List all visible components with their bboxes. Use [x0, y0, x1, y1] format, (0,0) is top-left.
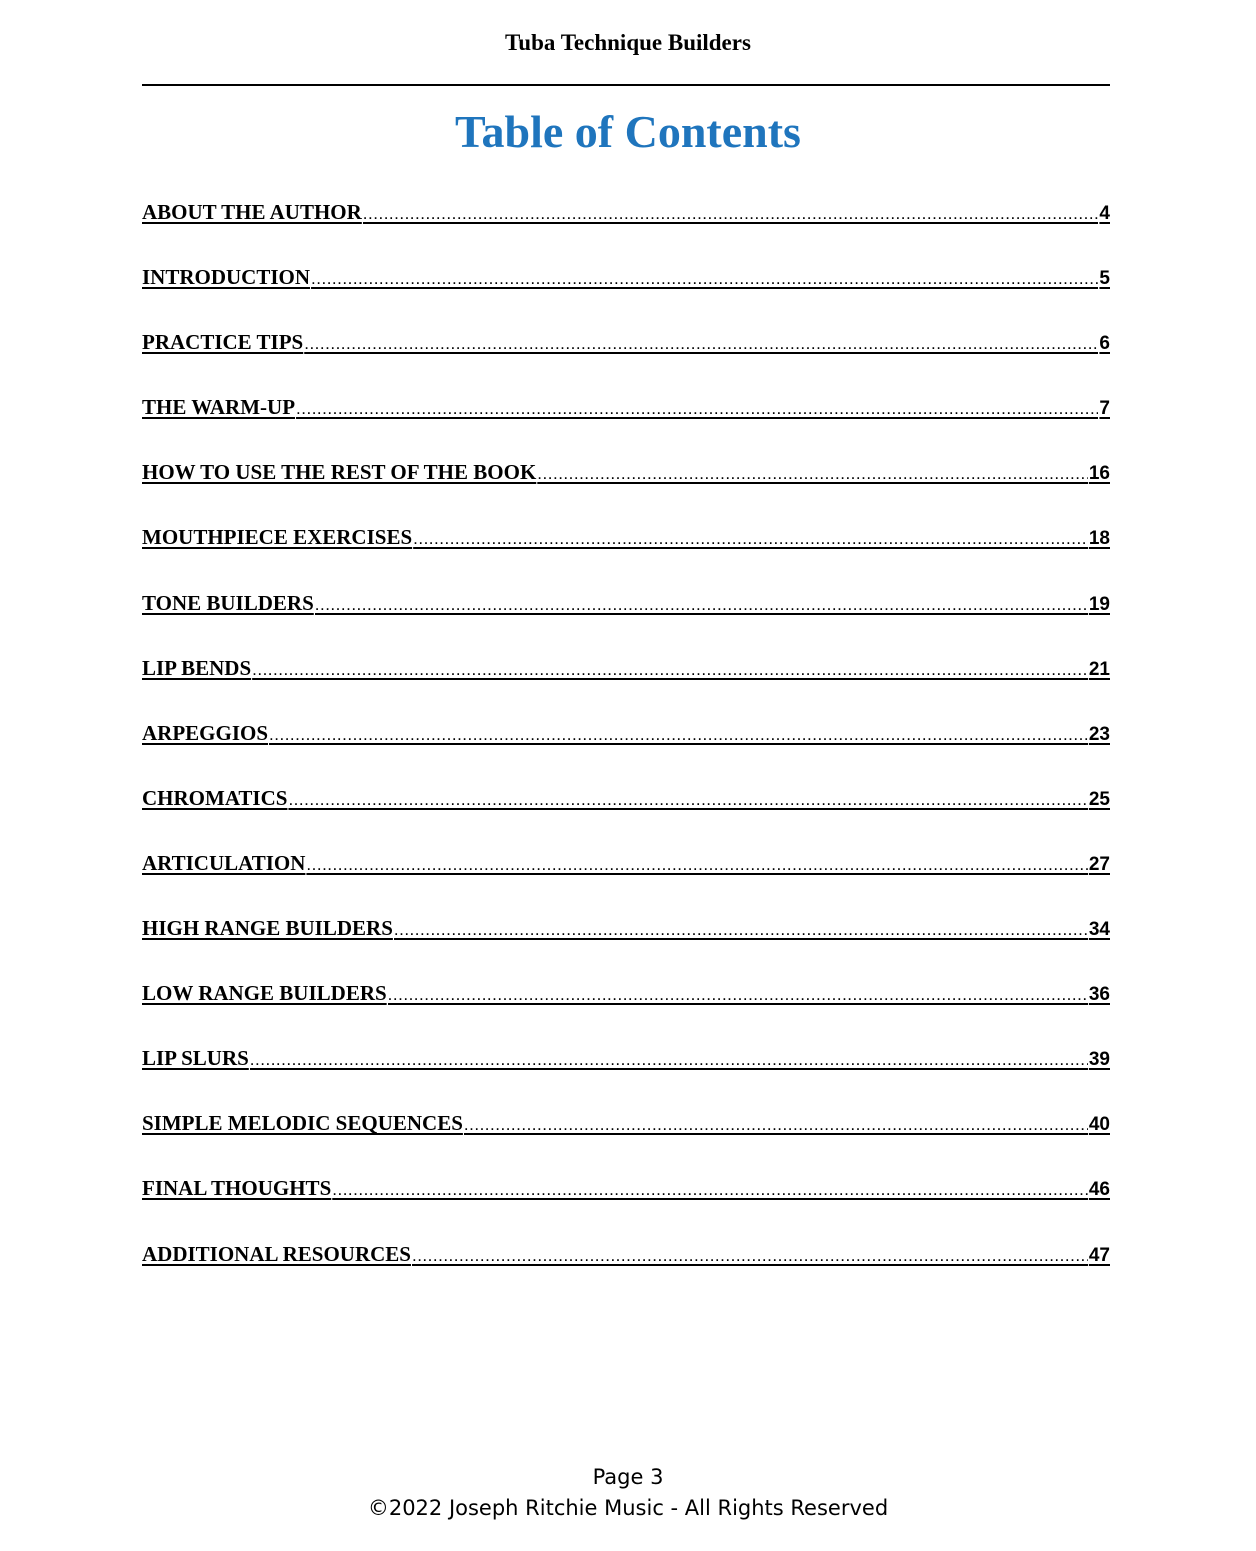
toc-dot-leader	[363, 204, 1099, 224]
toc-entry	[142, 1111, 1110, 1176]
toc-entry-page: 25	[1088, 788, 1110, 810]
toc-entry-page: 5	[1099, 268, 1110, 290]
toc-entry	[142, 786, 1110, 851]
toc-entry-label: SIMPLE MELODIC SEQUENCES	[142, 1111, 463, 1136]
toc-entry-page: 39	[1088, 1049, 1110, 1071]
toc-entry-label: MOUTHPIECE EXERCISES	[142, 525, 413, 550]
toc-entry-label: THE WARM-UP	[142, 395, 296, 420]
toc-entry-label: ARPEGGIOS	[142, 720, 269, 745]
toc-entry	[142, 1242, 1110, 1307]
toc-entry	[142, 656, 1110, 721]
toc-entry	[142, 1176, 1110, 1241]
toc-entry-label: ADDITIONAL RESOURCES	[142, 1241, 411, 1266]
toc-entry	[142, 851, 1110, 916]
toc-entry-page: 16	[1088, 463, 1110, 485]
toc-entry	[142, 200, 1110, 265]
toc-entry-label: HIGH RANGE BUILDERS	[142, 916, 393, 941]
toc-entry-page: 7	[1099, 398, 1110, 420]
toc-entry-page: 27	[1088, 853, 1110, 875]
header-divider	[142, 84, 1110, 86]
toc-entry-page: 36	[1088, 984, 1110, 1006]
toc-entry-page: 4	[1099, 203, 1110, 224]
toc-entry	[142, 525, 1110, 590]
toc-entry	[142, 916, 1110, 981]
toc-entry-link[interactable]	[142, 981, 1110, 1006]
toc-entry-page: 46	[1088, 1179, 1110, 1201]
toc-entry-link[interactable]	[142, 721, 1110, 746]
toc-entry-link[interactable]	[142, 851, 1110, 876]
toc-entry-label: TONE BUILDERS	[142, 590, 314, 615]
toc-entry-label: LIP SLURS	[142, 1046, 249, 1071]
toc-entry-link[interactable]	[142, 1046, 1110, 1071]
toc-entry-page: 47	[1088, 1244, 1110, 1266]
toc-entry-link[interactable]	[142, 200, 1110, 225]
toc-entry-link[interactable]	[142, 916, 1110, 941]
toc-entry-page: 34	[1088, 919, 1110, 941]
toc-dot-leader	[252, 660, 1088, 680]
toc-entry	[142, 330, 1110, 395]
toc-dot-leader	[306, 855, 1087, 875]
toc-entry-label: FINAL THOUGHTS	[142, 1176, 332, 1201]
toc-entry-link[interactable]	[142, 460, 1110, 485]
toc-entry-link[interactable]	[142, 330, 1110, 355]
toc-dot-leader	[332, 1180, 1088, 1200]
page-number: Page 3	[592, 1465, 664, 1489]
toc-entry-label: LOW RANGE BUILDERS	[142, 981, 387, 1006]
toc-entry	[142, 460, 1110, 525]
toc-dot-leader	[537, 464, 1088, 484]
copyright-notice: ©2022 Joseph Ritchie Music - All Rights Reserved	[367, 1496, 889, 1520]
toc-entry-label: INTRODUCTION	[142, 265, 311, 290]
toc-dot-leader	[288, 790, 1087, 810]
toc-entry	[142, 721, 1110, 786]
page-footer	[0, 1462, 1256, 1524]
toc-entry-link[interactable]	[142, 1242, 1110, 1267]
toc-entry	[142, 265, 1110, 330]
toc-dot-leader	[296, 399, 1098, 419]
toc-dot-leader	[413, 529, 1088, 549]
toc-dot-leader	[464, 1115, 1088, 1135]
toc-entry-link[interactable]	[142, 656, 1110, 681]
toc-entry-page: 40	[1088, 1114, 1110, 1136]
toc-entry-page: 6	[1099, 333, 1110, 355]
running-header: Tuba Technique Builders	[505, 30, 751, 55]
toc-entry-link[interactable]	[142, 1111, 1110, 1136]
toc-dot-leader	[311, 269, 1098, 289]
toc-entry-page: 21	[1088, 658, 1110, 680]
toc-entry	[142, 395, 1110, 460]
toc-entry-label: HOW TO USE THE REST OF THE BOOK	[142, 460, 537, 485]
toc-entry	[142, 1046, 1110, 1111]
toc-entry-page: 19	[1088, 593, 1110, 615]
toc-entry-label: CHROMATICS	[142, 785, 288, 810]
toc-entry-label: ABOUT THE AUTHOR	[142, 200, 362, 224]
toc-entry-link[interactable]	[142, 786, 1110, 811]
toc-entry-label: LIP BENDS	[142, 655, 252, 680]
toc-entry-link[interactable]	[142, 1176, 1110, 1201]
toc-entry-link[interactable]	[142, 395, 1110, 420]
toc-dot-leader	[388, 985, 1088, 1005]
toc-entry-link[interactable]	[142, 591, 1110, 616]
toc-entry-link[interactable]	[142, 265, 1110, 290]
toc-dot-leader	[412, 1246, 1088, 1266]
toc-entry	[142, 591, 1110, 656]
toc-entry-label: PRACTICE TIPS	[142, 330, 304, 355]
toc-dot-leader	[269, 725, 1088, 745]
toc-dot-leader	[315, 595, 1088, 615]
toc-entry	[142, 981, 1110, 1046]
page-title: Table of Contents	[455, 106, 801, 157]
toc-dot-leader	[394, 920, 1088, 940]
toc-entry-label: ARTICULATION	[142, 850, 306, 875]
toc-dot-leader	[250, 1050, 1088, 1070]
toc-entry-link[interactable]	[142, 525, 1110, 550]
toc-entry-page: 23	[1088, 723, 1110, 745]
toc-dot-leader	[304, 334, 1098, 354]
toc-list	[142, 200, 1110, 1307]
toc-entry-page: 18	[1088, 528, 1110, 550]
